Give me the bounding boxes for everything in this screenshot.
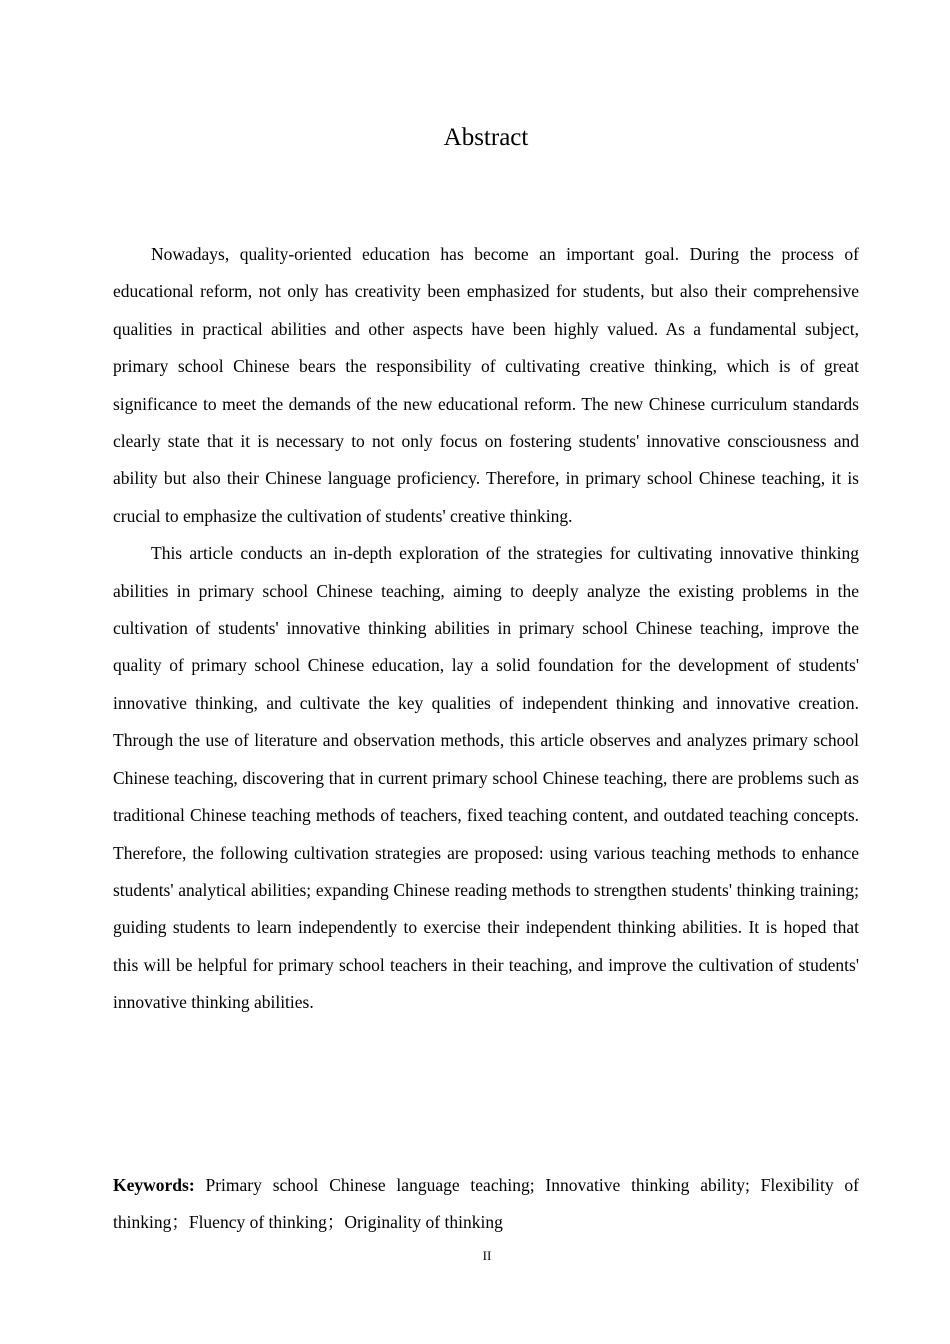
abstract-paragraph-2: This article conducts an in-depth exploration of the strategies for cultivating innovative thinking abilities in primary school Chinese teaching, aiming to deeply analyze the existing problems in the cultivation of students' innovative thinking abilities in primary school Chinese teaching, improve the quality of primary school Chinese education, lay a solid foundation for the development of students' innovative thinking, and cultivate the key qualities of independent thinking and innovative creation. Through the use of literature and observation methods, this article observes and analyzes primary school Chinese teaching, discovering that in current primary school Chinese teaching, there are problems such as traditional Chinese teaching methods of teachers, fixed teaching content, and outdated teaching concepts. Therefore, the following cultivation strategies are proposed: using various teaching methods to enhance students' analytical abilities; expanding Chinese reading methods to strengthen students' thinking training; guiding students to learn independently to exercise their independent thinking abilities. It is hoped that this will be helpful for primary school teachers in their teaching, and improve the cultivation of students' innovative thinking abilities. [113, 543, 859, 1013]
page-number: II [482, 1248, 492, 1263]
abstract-title: Abstract [443, 124, 529, 151]
abstract-paragraph-1: Nowadays, quality-oriented education has become an important goal. During the process of educational reform, not only has creativity been emphasized for students, but also their comprehensive qualities in practical abilities and other aspects have been highly valued. As a fundamental subject, primary school Chinese bears the responsibility of cultivating creative thinking, which is of great significance to meet the demands of the new educational reform. The new Chinese curriculum standards clearly state that it is necessary to not only focus on fostering students' innovative consciousness and ability but also their Chinese language proficiency. Therefore, in primary school Chinese teaching, it is crucial to emphasize the cultivation of students' creative thinking. [113, 244, 859, 526]
keywords-label: Keywords: [113, 1175, 195, 1195]
keywords-text: Primary school Chinese language teaching; Innovative thinking ability; Flexibility of thinking；Fluency of thinking；Originality of thinking [113, 1175, 859, 1233]
keywords-section [113, 1167, 859, 1242]
abstract-body [113, 236, 859, 1022]
